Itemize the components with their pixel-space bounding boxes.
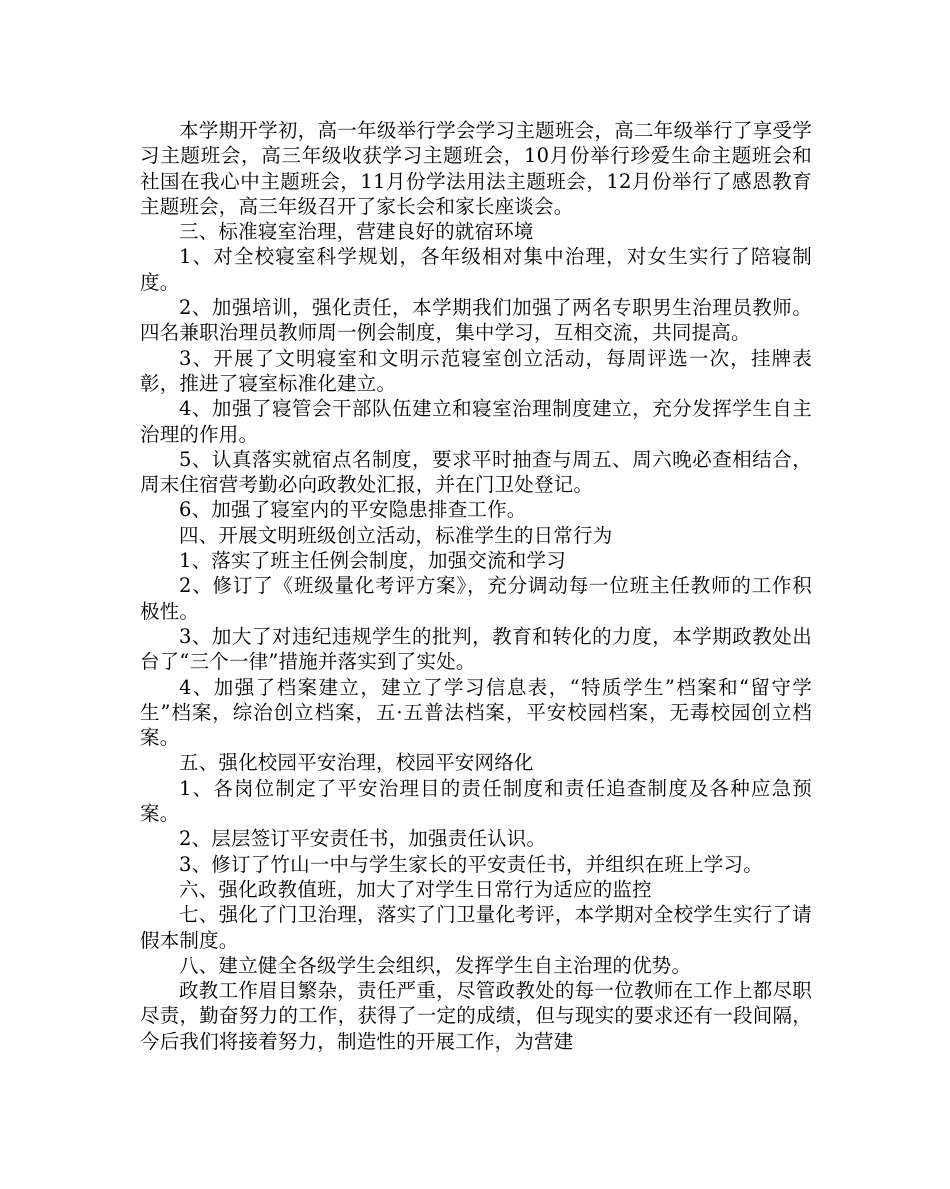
- paragraph-dorm-item-6: 6、加强了寝室内的平安隐患排查工作。: [179, 498, 527, 522]
- paragraph-class-item-2: 2、修订了《班级量化考评方案》，充分调动每一位班主任教师的工作积极性。: [140, 574, 812, 623]
- section-heading-civilized-class: 四、开展文明班级创立活动，标准学生的日常行为: [179, 523, 613, 547]
- paragraph-conclusion: 政教工作眉目繁杂，责任严重，尽管政教处的每一位教师在工作上都尽职尽责，勤奋努力的工作，获得了一定的成绩，但与现实的要求还有一段间隔，今后我们将接着努力，制造性的开展工作，为营建: [140, 979, 812, 1053]
- section-heading-gate: 七、强化了门卫治理，落实了门卫量化考评，本学期对全校学生实行了请假本制度。: [140, 903, 812, 952]
- paragraph-safety-item-1: 1、各岗位制定了平安治理目的责任制度和责任追查制度及各种应急预案。: [140, 776, 812, 826]
- paragraph-dorm-item-4: 4、加强了寝管会干部队伍建立和寝室治理制度建立，充分发挥学生自主治理的作用。: [140, 397, 812, 446]
- document-body: [140, 118, 812, 1054]
- section-heading-dormitory: 三、标准寝室治理，营建良好的就宿环境: [179, 220, 534, 244]
- paragraph-safety-item-2: 2、层层签订平安责任书，加强责任认识。: [179, 827, 547, 851]
- paragraph-safety-item-3: 3、修订了竹山一中与学生家长的平安责任书，并组织在班上学习。: [179, 852, 763, 876]
- section-heading-duty: 六、强化政教值班，加大了对学生日常行为适应的监控: [179, 877, 652, 901]
- section-heading-student-union: 八、建立健全各级学生会组织，发挥学生自主治理的优势。: [179, 953, 692, 977]
- paragraph-class-item-4: 4、加强了档案建立，建立了学习信息表，“特质学生”档案和“留守学生”档案，综治创立档案，五·五普法档案，平安校园档案，无毒校园创立档案。: [140, 675, 812, 750]
- paragraph-class-item-1: 1、落实了班主任例会制度，加强交流和学习: [179, 549, 566, 573]
- paragraph-class-item-3: 3、加大了对违纪违规学生的批判，教育和转化的力度，本学期政教处出台了“三个一律”措施并落实到了实处。: [140, 624, 812, 674]
- section-heading-campus-safety: 五、强化校园平安治理，校园平安网络化: [179, 751, 534, 775]
- paragraph-dorm-item-3: 3、开展了文明寝室和文明示范寝室创立活动，每周评选一次，挂牌表彰，推进了寝室标准化建立。: [140, 346, 812, 395]
- paragraph-dorm-item-1: 1、对全校寝室科学规划，各年级相对集中治理，对女生实行了陪寝制度。: [140, 245, 812, 294]
- paragraph-dorm-item-2: 2、加强培训，强化责任，本学期我们加强了两名专职男生治理员教师。四名兼职治理员教师周一例会制度，集中学习，互相交流，共同提高。: [140, 296, 812, 345]
- paragraph-dorm-item-5: 5、认真落实就宿点名制度，要求平时抽查与周五、周六晚必查相结合，周末住宿营考勤必向政教处汇报，并在门卫处登记。: [140, 447, 812, 497]
- paragraph-class-meetings: 本学期开学初，高一年级举行学会学习主题班会，高二年级举行了享受学习主题班会，高三年级收获学习主题班会，10月份举行珍爱生命主题班会和社国在我心中主题班会，11月份学法用法主题班会，12月份举行了感恩教育主题班会，高三年级召开了家长会和家长座谈会。: [140, 119, 812, 218]
